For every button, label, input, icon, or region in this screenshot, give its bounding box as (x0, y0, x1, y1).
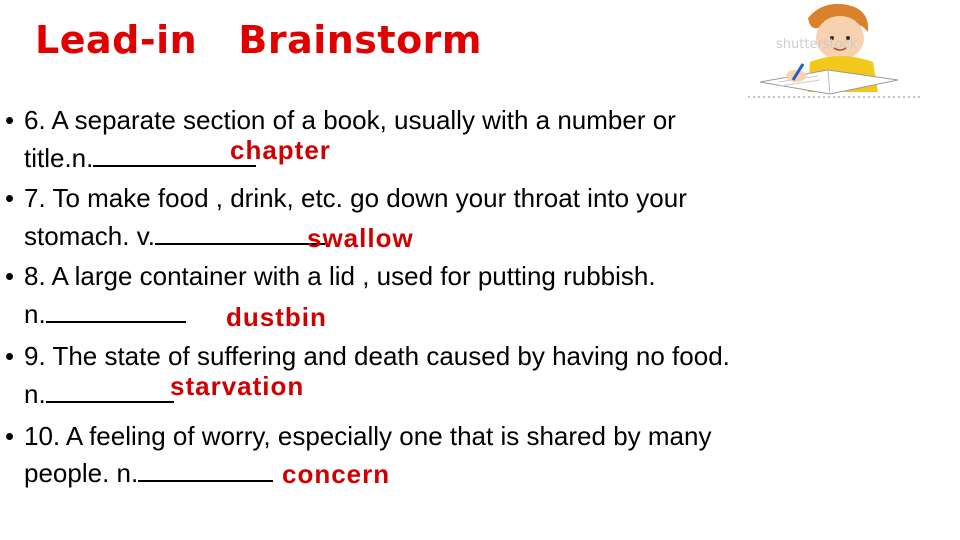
answer-word: chapter (230, 135, 331, 165)
list-item (0, 105, 960, 185)
word-class-prefix: stomach. v. (24, 221, 156, 251)
answer-word: dustbin (226, 302, 327, 332)
list-item (0, 421, 960, 501)
bullet: • (5, 341, 15, 371)
answer-blank (46, 379, 174, 403)
word-class-prefix: n. (24, 379, 46, 409)
watermark-text: shutterstock (776, 37, 858, 52)
answer-blank (155, 221, 325, 245)
word-class-prefix: title.n. (24, 143, 94, 173)
bullet: • (5, 105, 15, 135)
child-writing-illustration (748, 0, 923, 100)
answer-line (24, 299, 186, 329)
definition-text: 6. A separate section of a book, usually with a number or (24, 105, 676, 135)
bullet: • (5, 421, 15, 451)
answer-line (24, 458, 273, 488)
list-item (0, 341, 960, 421)
definition-text: 8. A large container with a lid , used for putting rubbish. (24, 261, 656, 291)
answer-line (24, 143, 256, 173)
list-item (0, 261, 960, 341)
answer-word: swallow (307, 223, 414, 253)
word-class-prefix: n. (24, 299, 46, 329)
answer-blank (138, 458, 273, 482)
slide-title: Lead-in Brainstorm (35, 18, 483, 62)
word-class-prefix: people. n. (24, 458, 139, 488)
definition-text: 9. The state of suffering and death caused by having no food. (24, 341, 730, 371)
definition-text: 7. To make food , drink, etc. go down your throat into your (24, 183, 687, 213)
answer-line (24, 379, 174, 409)
answer-line (24, 221, 325, 251)
list-item (0, 183, 960, 263)
bullet: • (5, 261, 15, 291)
bullet: • (5, 183, 15, 213)
answer-word: concern (282, 459, 391, 489)
definition-text: 10. A feeling of worry, especially one that is shared by many (24, 421, 712, 451)
answer-blank (46, 299, 186, 323)
answer-word: starvation (170, 371, 305, 401)
